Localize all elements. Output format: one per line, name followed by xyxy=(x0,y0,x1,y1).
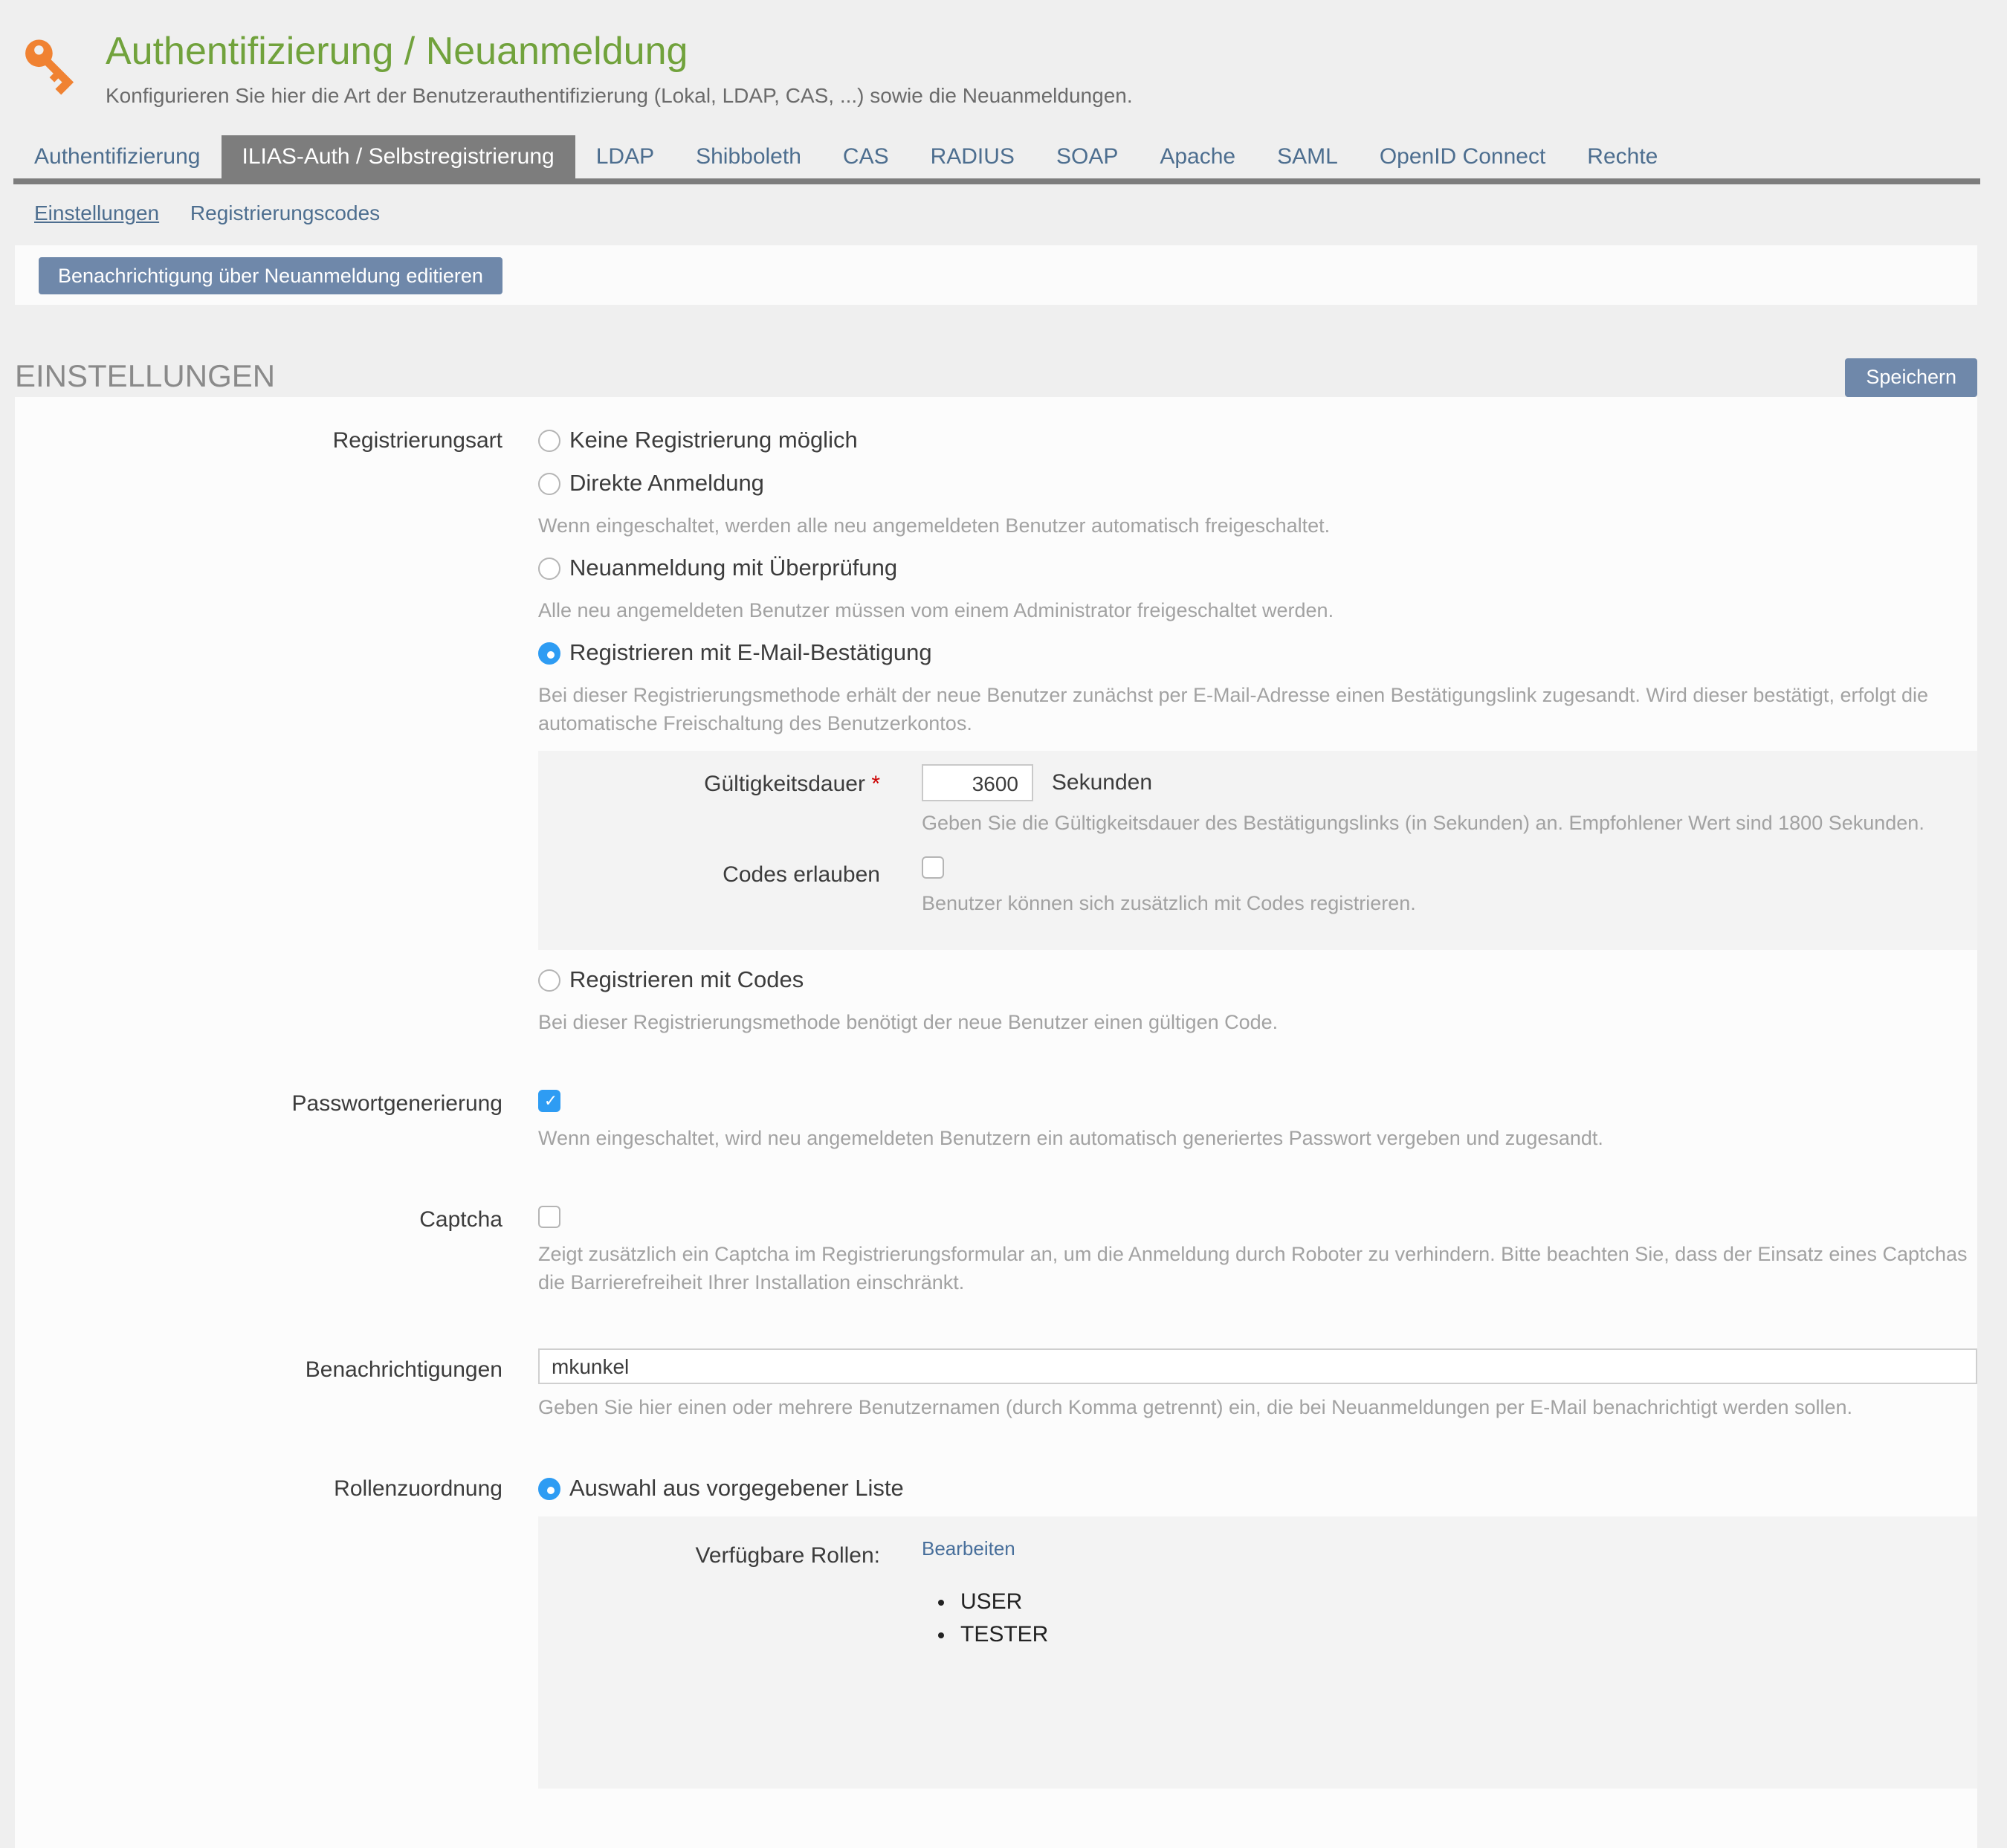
byline-codes-erlauben: Benutzer können sich zusätzlich mit Codes registrieren. xyxy=(922,892,1416,914)
radio-neuanmeldung-ueberpruefung[interactable] xyxy=(538,558,560,580)
option-auswahl-liste[interactable]: Auswahl aus vorgegebener Liste xyxy=(538,1473,1977,1505)
page-subtitle: Konfigurieren Sie hier die Art der Benutzerauthentifizierung (Lokal, LDAP, CAS, ...) sowie die Neuanmeldungen. xyxy=(106,83,1133,107)
benachrichtigungen-input[interactable] xyxy=(538,1348,1977,1384)
section-title: EINSTELLUNGEN xyxy=(15,360,276,394)
row-registrierungsart xyxy=(15,425,1977,1050)
tab-rechte[interactable]: Rechte xyxy=(1587,144,1658,169)
radio-email-bestaetigung[interactable] xyxy=(538,642,560,665)
rollenzuordnung-label: Rollenzuordnung xyxy=(334,1476,502,1502)
roles-subform xyxy=(538,1516,1977,1789)
option-keine-registrierung[interactable]: Keine Registrierung möglich xyxy=(538,425,1977,456)
codes-erlauben-checkbox[interactable] xyxy=(922,857,944,879)
section-head xyxy=(15,358,1977,397)
tab-bar xyxy=(13,135,1980,184)
byline-email-bestaetigung: Bei dieser Registrierungsmethode erhält der neue Benutzer zunächst per E-Mail-Adresse einen Bestätigungslink zugesandt. Wird dieser bestätigt, erfolgt die automatische Freischaltung des Benutzerkontos. xyxy=(538,684,1929,734)
row-captcha xyxy=(15,1204,1977,1310)
tab-apache[interactable]: Apache xyxy=(1160,144,1236,169)
byline-direkte-anmeldung: Wenn eingeschaltet, werden alle neu angemeldeten Benutzer automatisch freigeschaltet. xyxy=(538,514,1331,537)
benachrichtigungen-label: Benachrichtigungen xyxy=(305,1357,502,1383)
tab-soap[interactable]: SOAP xyxy=(1056,144,1119,169)
subrow-gueltigkeitsdauer xyxy=(538,764,1977,852)
page-header xyxy=(0,0,2007,109)
role-item-tester: • TESTER xyxy=(960,1619,1977,1652)
save-button[interactable]: Speichern xyxy=(1845,358,1977,397)
byline-benachrichtigungen: Geben Sie hier einen oder mehrere Benutzernamen (durch Komma getrennt) ein, die bei Neuanmeldungen per E-Mail benachrichtigt werden sollen. xyxy=(538,1396,1853,1418)
settings-form xyxy=(15,397,1977,1848)
radio-auswahl-liste[interactable] xyxy=(538,1478,560,1500)
tab-radius[interactable]: RADIUS xyxy=(930,144,1015,169)
gueltigkeitsdauer-label: Gültigkeitsdauer * xyxy=(704,772,880,797)
tab-authentifizierung[interactable]: Authentifizierung xyxy=(34,144,201,169)
registrierungsart-label: Registrierungsart xyxy=(332,428,502,453)
role-item-user: • USER xyxy=(960,1586,1977,1619)
radio-keine-registrierung[interactable] xyxy=(538,430,560,452)
passwortgenerierung-label: Passwortgenerierung xyxy=(291,1091,502,1117)
edit-notification-button[interactable]: Benachrichtigung über Neuanmeldung editieren xyxy=(39,257,502,294)
passwortgenerierung-checkbox[interactable] xyxy=(538,1091,560,1113)
subrow-codes-erlauben xyxy=(538,855,1977,932)
tab-ldap[interactable]: LDAP xyxy=(595,144,655,169)
key-icon xyxy=(22,30,88,98)
byline-captcha: Zeigt zusätzlich ein Captcha im Registrierungsformular an, um die Anmeldung durch Roboter zu verhindern. Bitte beachten Sie, dass der Einsatz eines Captchas die Barrierefreiheit Ihrer Installation einschränkt. xyxy=(538,1243,1968,1293)
byline-gueltigkeitsdauer: Geben Sie die Gültigkeitsdauer des Bestätigungslinks (in Sekunden) an. Empfohlener Wert sind 1800 Sekunden. xyxy=(922,812,1924,834)
codes-erlauben-label: Codes erlauben xyxy=(723,862,880,888)
option-direkte-anmeldung[interactable]: Direkte Anmeldung xyxy=(538,468,1977,500)
tab-ilias-auth-selbstregistrierung[interactable]: ILIAS-Auth / Selbstregistrierung xyxy=(222,135,575,178)
row-benachrichtigungen xyxy=(15,1348,1977,1435)
tab-cas[interactable]: CAS xyxy=(842,144,889,169)
captcha-label: Captcha xyxy=(419,1207,502,1232)
subtab-bar xyxy=(34,199,2007,226)
verfuegbare-rollen-label: Verfügbare Rollen: xyxy=(695,1543,880,1568)
subrow-verfuegbare-rollen xyxy=(538,1536,1977,1652)
row-rollenzuordnung xyxy=(15,1473,1977,1789)
roles-list xyxy=(922,1586,1977,1652)
option-registrieren-mit-codes[interactable]: Registrieren mit Codes xyxy=(538,965,1977,996)
bearbeiten-link[interactable]: Bearbeiten xyxy=(922,1537,1015,1560)
gueltigkeitsdauer-input[interactable] xyxy=(922,764,1033,801)
subtab-einstellungen[interactable]: Einstellungen xyxy=(34,201,160,224)
option-email-bestaetigung[interactable]: Registrieren mit E-Mail-Bestätigung xyxy=(538,638,1977,669)
tab-saml[interactable]: SAML xyxy=(1277,144,1338,169)
radio-direkte-anmeldung[interactable] xyxy=(538,473,560,495)
byline-registrieren-mit-codes: Bei dieser Registrierungsmethode benötigt der neue Benutzer einen gültigen Code. xyxy=(538,1011,1279,1033)
gueltigkeitsdauer-suffix: Sekunden xyxy=(1051,770,1153,795)
required-marker: * xyxy=(871,772,880,797)
tab-shibboleth[interactable]: Shibboleth xyxy=(696,144,801,169)
byline-passwortgenerierung: Wenn eingeschaltet, wird neu angemeldeten Benutzern ein automatisch generiertes Passwort vergeben und zugesandt. xyxy=(538,1127,1603,1149)
page-title: Authentifizierung / Neuanmeldung xyxy=(106,28,688,73)
row-passwortgenerierung xyxy=(15,1088,1977,1166)
subtab-registrierungscodes[interactable]: Registrierungscodes xyxy=(190,201,381,224)
captcha-checkbox[interactable] xyxy=(538,1206,560,1229)
email-subform xyxy=(538,751,1977,950)
radio-registrieren-mit-codes[interactable] xyxy=(538,969,560,992)
tab-openid-connect[interactable]: OpenID Connect xyxy=(1379,144,1546,169)
toolbar xyxy=(15,245,1977,305)
byline-neuanmeldung-ueberpruefung: Alle neu angemeldeten Benutzer müssen vom einem Administrator freigeschaltet werden. xyxy=(538,599,1334,621)
option-neuanmeldung-ueberpruefung[interactable]: Neuanmeldung mit Überprüfung xyxy=(538,553,1977,584)
